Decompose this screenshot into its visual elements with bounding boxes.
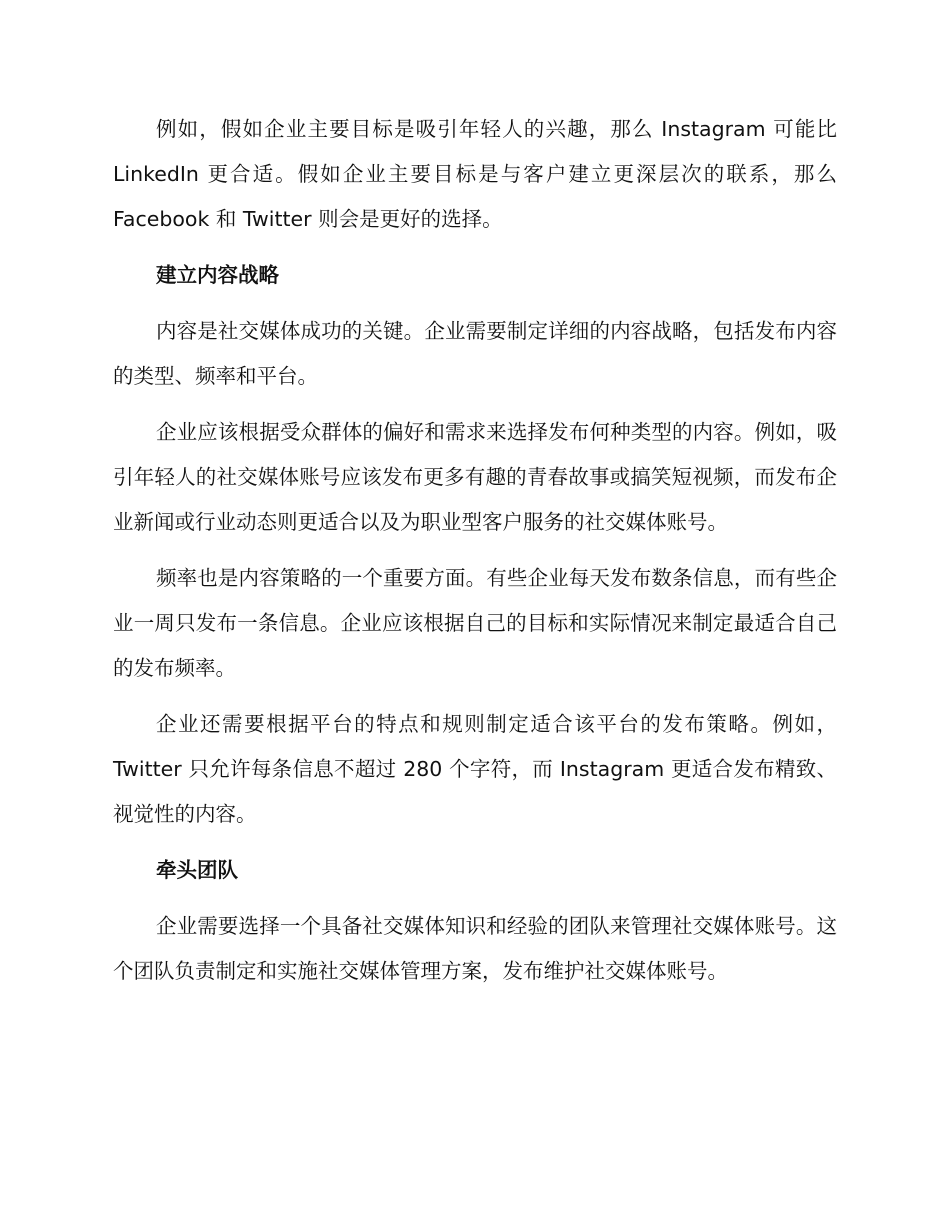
paragraph-content-key: 内容是社交媒体成功的关键。企业需要制定详细的内容战略，包括发布内容的类型、频率和平台。 bbox=[113, 319, 837, 388]
paragraph-platform-choice-example: 例如，假如企业主要目标是吸引年轻人的兴趣，那么 Instagram 可能比 LinkedIn 更合适。假如企业主要目标是与客户建立更深层次的联系，那么 Facebook 和 Twitter 则会是更好的选择。 bbox=[113, 117, 837, 231]
document-body bbox=[113, 107, 837, 1005]
heading-content-strategy: 建立内容战略 bbox=[156, 263, 279, 287]
paragraph-platform-strategy: 企业还需要根据平台的特点和规则制定适合该平台的发布策略。例如，Twitter 只允许每条信息不超过 280 个字符，而 Instagram 更适合发布精致、视觉性的内容。 bbox=[113, 712, 837, 826]
paragraph-posting-frequency: 频率也是内容策略的一个重要方面。有些企业每天发布数条信息，而有些企业一周只发布一条信息。企业应该根据自己的目标和实际情况来制定最适合自己的发布频率。 bbox=[113, 566, 837, 680]
heading-lead-team: 牵头团队 bbox=[156, 858, 238, 882]
paragraph-content-type: 企业应该根据受众群体的偏好和需求来选择发布何种类型的内容。例如，吸引年轻人的社交媒体账号应该发布更多有趣的青春故事或搞笑短视频，而发布企业新闻或行业动态则更适合以及为职业型客户服务的社交媒体账号。 bbox=[113, 420, 837, 534]
paragraph-team-management: 企业需要选择一个具备社交媒体知识和经验的团队来管理社交媒体账号。这个团队负责制定和实施社交媒体管理方案，发布维护社交媒体账号。 bbox=[113, 914, 837, 983]
